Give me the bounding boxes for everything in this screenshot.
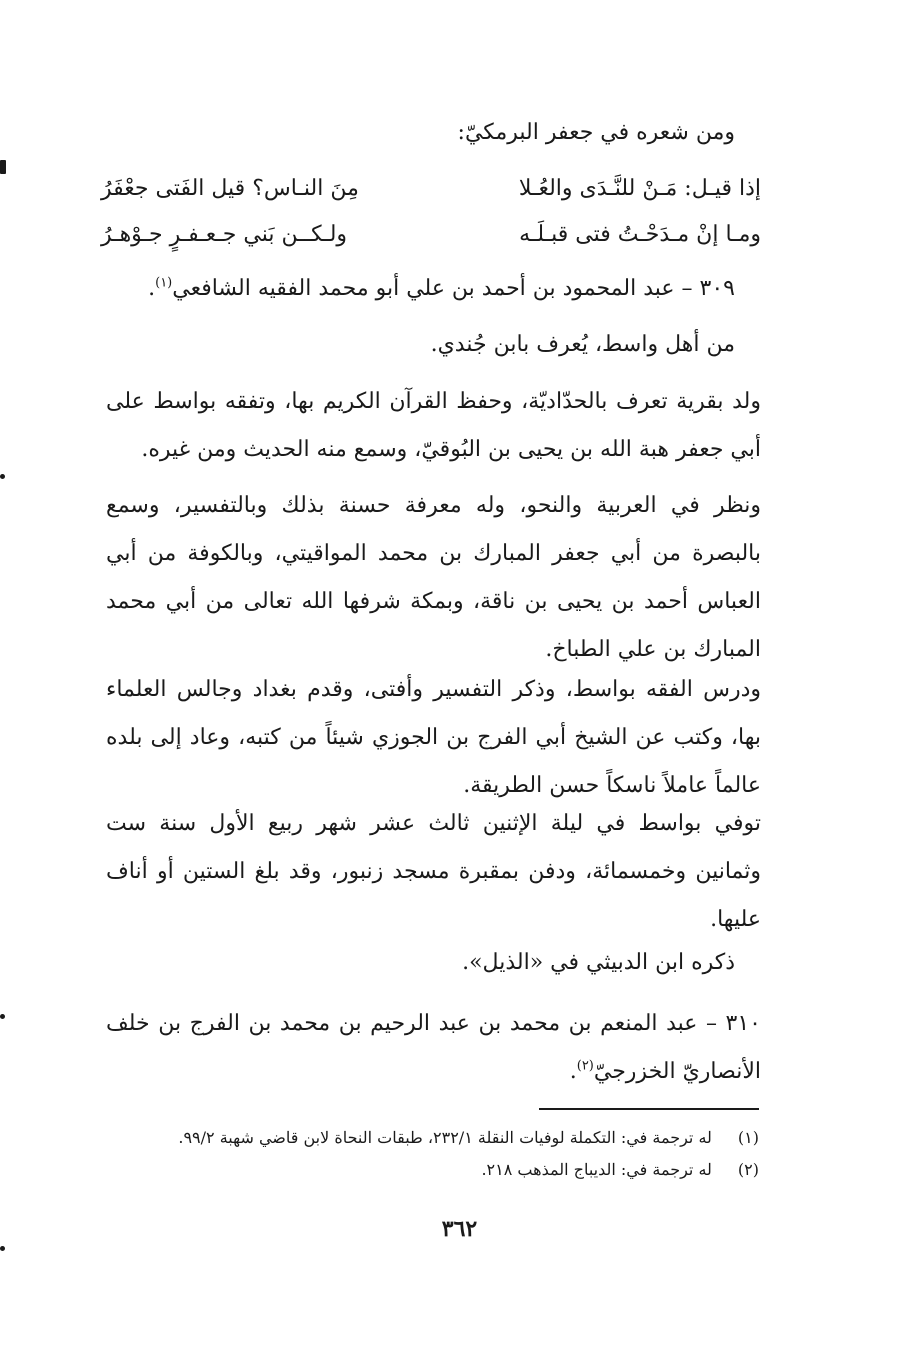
entry-310-heading	[106, 1000, 761, 1096]
footnote-2-number: (٢)	[737, 1160, 759, 1179]
verse-2-second-hemistich: ولـكــن بَني جـعـفـرٍ جـوْهـرُ	[101, 222, 348, 247]
poem-intro: ومن شعره في جعفر البرمكيّ:	[457, 120, 735, 145]
footnote-separator	[539, 1108, 759, 1110]
footnote-1	[178, 1128, 759, 1147]
entry-309-end: .	[148, 276, 156, 301]
entry-309-heading	[148, 276, 735, 301]
entry-309-source: ذكره ابن الدبيثي في «الذيل».	[462, 950, 735, 975]
scan-edge-dot	[0, 1014, 5, 1019]
footnote-ref-1: (١)	[155, 275, 173, 291]
entry-309-paragraph-1: ولد بقرية تعرف بالحدّاديّة، وحفظ القرآن الكريم بها، وتفقه بواسط على أبي جعفر هبة الله بن يحيى بن البُوقيّ، وسمع منه الحديث ومن غيره.	[106, 389, 761, 462]
footnote-2	[481, 1160, 759, 1179]
scan-edge-dot	[0, 1246, 5, 1251]
poem-verse-1	[101, 176, 761, 216]
footnote-2-text: له ترجمة في: الديباج المذهب ٢١٨.	[481, 1160, 712, 1179]
entry-309-origin: من أهل واسط، يُعرف بابن جُندي.	[430, 332, 735, 357]
entry-310-title: ٣١٠ – عبد المنعم بن محمد بن عبد الرحيم بن محمد بن الفرج بن خلف الأنصاريّ الخزرجيّ	[106, 1011, 761, 1084]
verse-2-first-hemistich: ومـا إنْ مـدَحْـتُ فتى قبـلَـه	[519, 222, 761, 247]
scan-edge-mark	[0, 160, 6, 174]
entry-310-end: .	[569, 1059, 577, 1084]
verse-1-first-hemistich: إذا قيـل: مَـنْ للنَّـدَى والعُـلا	[518, 176, 761, 201]
verse-1-second-hemistich: مِنَ النـاس؟ قيل الفَتى جعْفَرُ	[101, 176, 359, 201]
entry-309-title: ٣٠٩ – عبد المحمود بن أحمد بن علي أبو محمد الفقيه الشافعي	[172, 276, 735, 301]
entry-309-paragraph-4: توفي بواسط في ليلة الإثنين ثالث عشر شهر ربيع الأول سنة ست وثمانين وخمسمائة، ودفن بمقبرة مسجد زنبور، وقد بلغ الستين أو أناف عليها.	[106, 811, 761, 932]
page-number: ٣٦٢	[441, 1216, 478, 1242]
footnote-1-number: (١)	[737, 1128, 759, 1147]
entry-309-paragraph-3: ودرس الفقه بواسط، وذكر التفسير وأفتى، وقدم بغداد وجالس العلماء بها، وكتب عن الشيخ أبي الفرج بن الجوزي شيئاً من كتبه، وعاد إلى بلده عالماً عاملاً ناسكاً حسن الطريقة.	[106, 677, 761, 798]
scan-edge-dot	[0, 474, 5, 479]
poem-verse-2	[101, 222, 761, 262]
entry-309-paragraph-2: ونظر في العربية والنحو، وله معرفة حسنة بذلك وبالتفسير، وسمع بالبصرة من أبي جعفر المبارك بن محمد المواقيتي، وبالكوفة من أبي العباس أحمد بن يحيى بن ناقة، وبمكة شرفها الله تعالى من أبي محمد المبارك بن علي الطباخ.	[106, 493, 761, 662]
footnote-ref-2: (٢)	[576, 1058, 594, 1074]
footnote-1-text: له ترجمة في: التكملة لوفيات النقلة ٢٣٢/١، طبقات النحاة لابن قاضي شهبة ٩٩/٢.	[178, 1128, 712, 1147]
